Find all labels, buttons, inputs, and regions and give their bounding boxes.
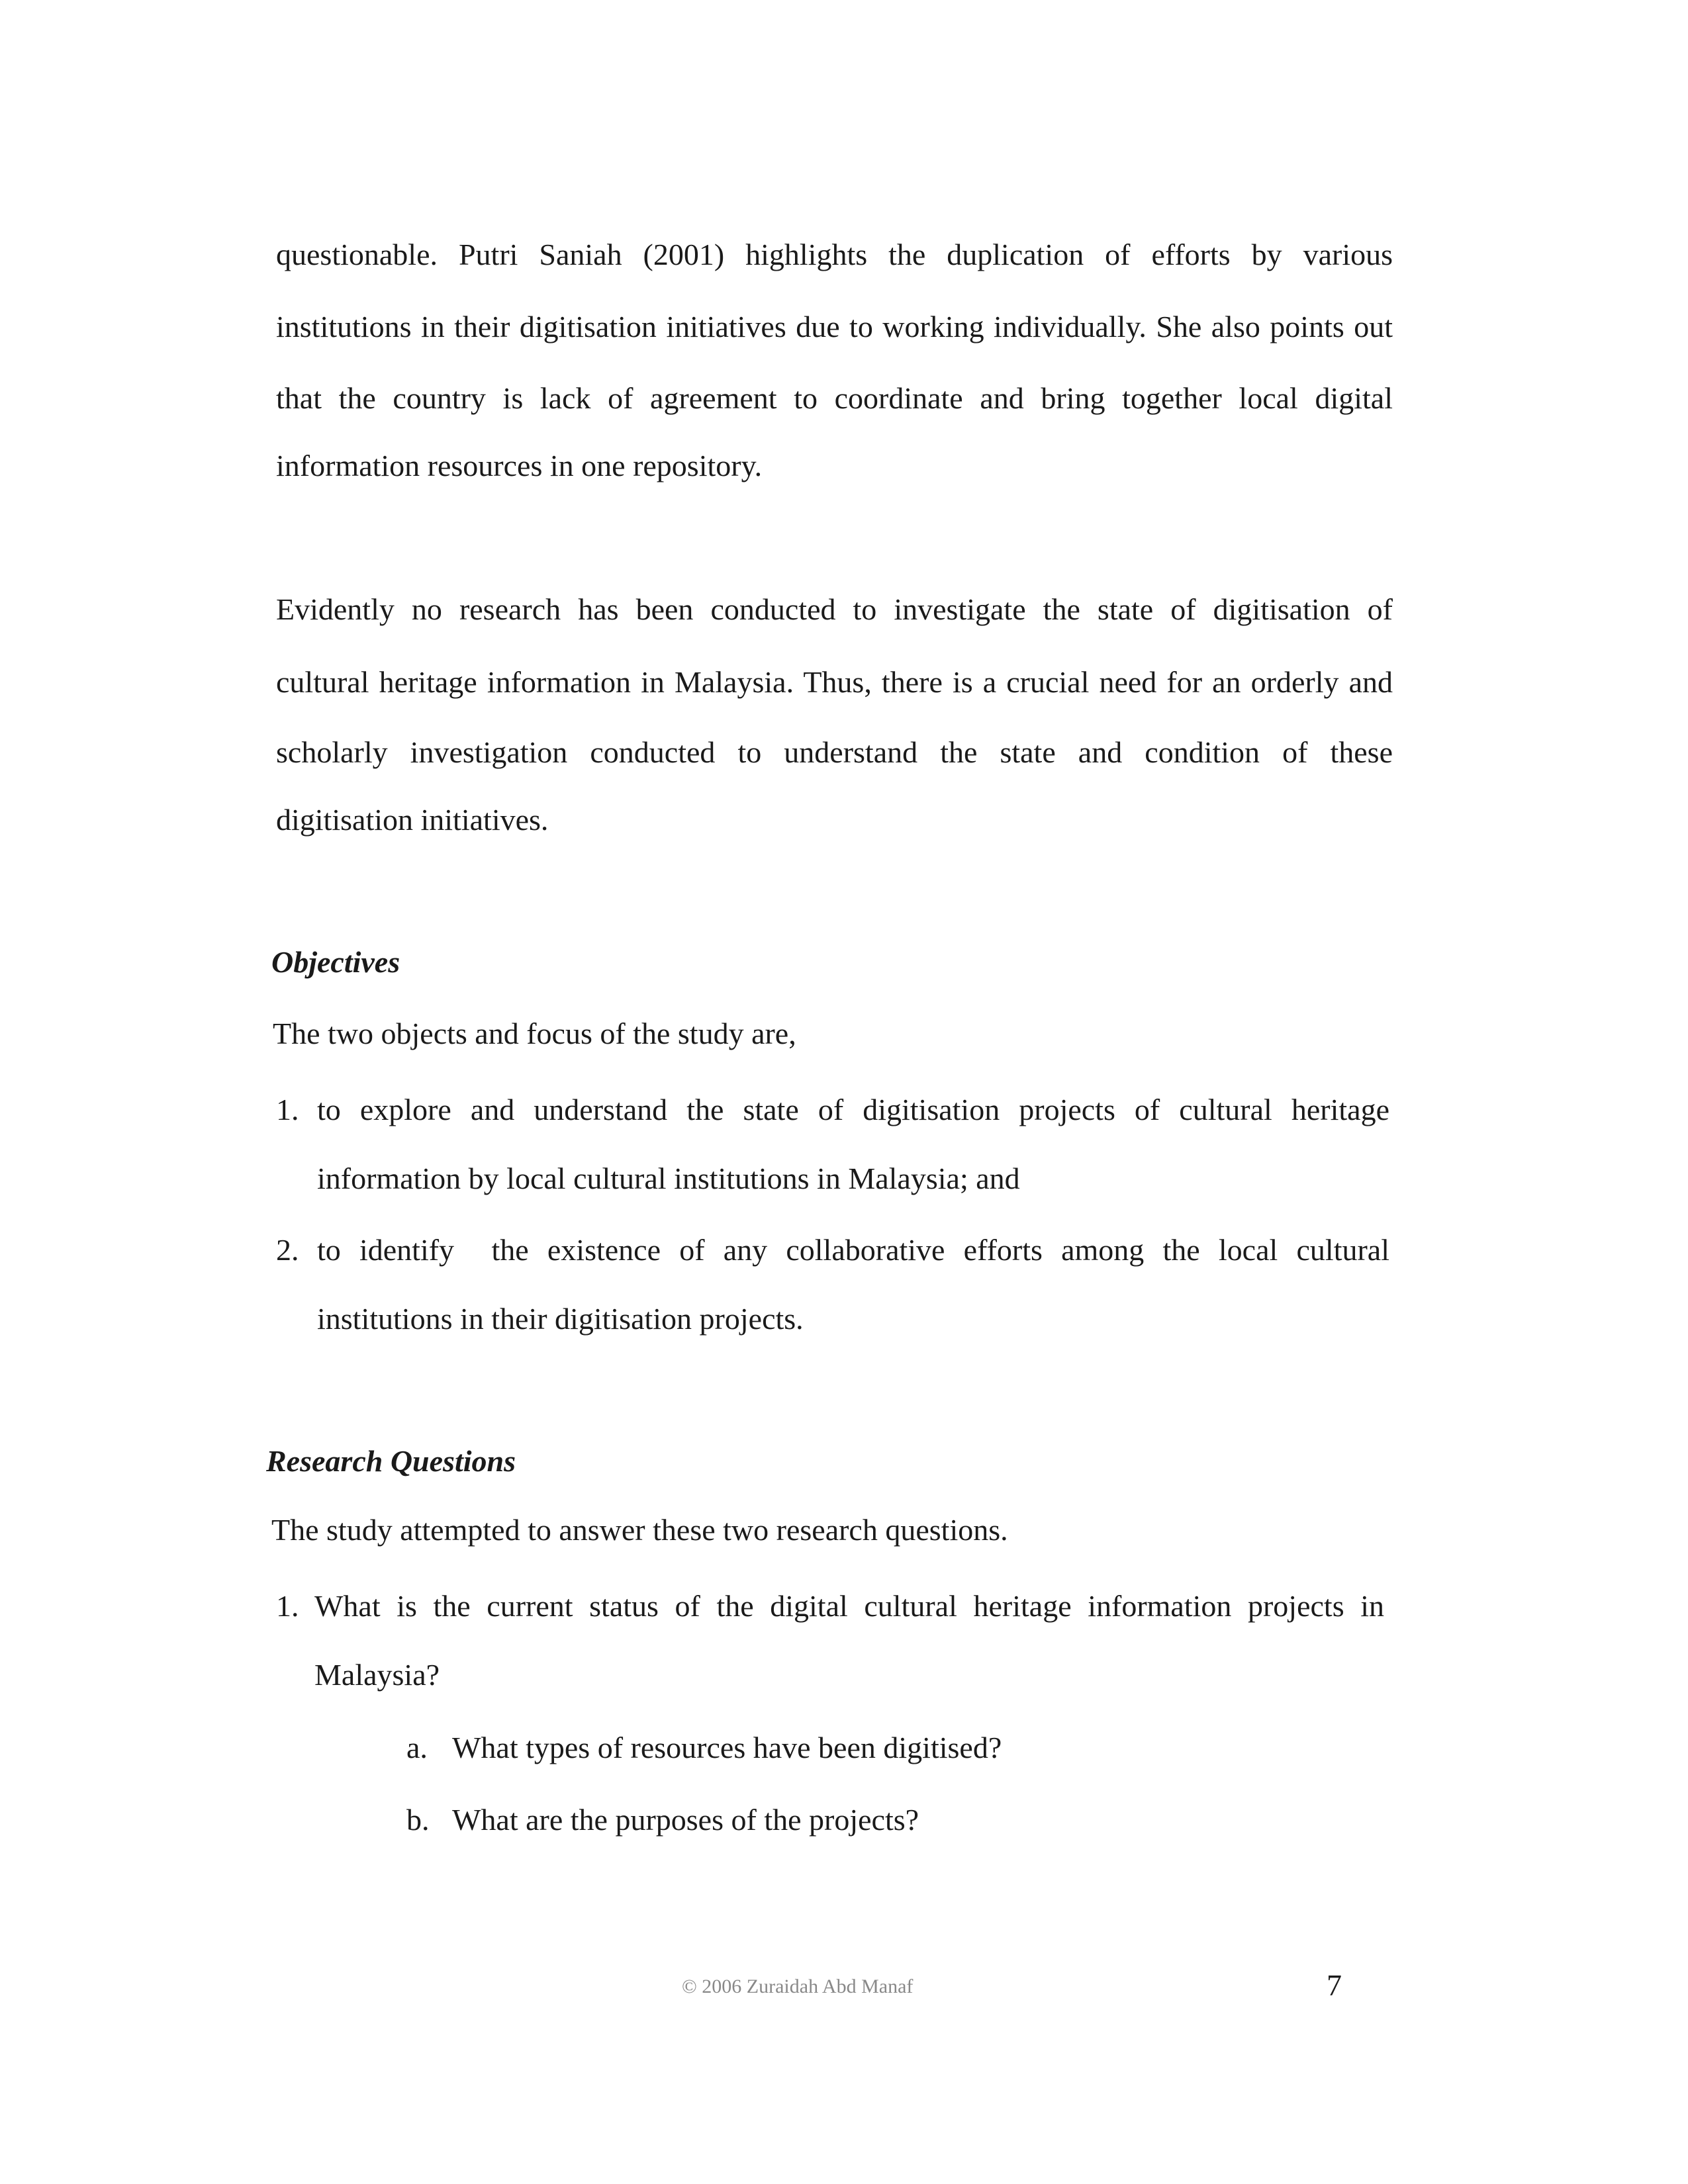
text-line: questionable. Putri Saniah (2001) highlights the duplication of efforts by various — [276, 238, 1393, 271]
list-item-text: to identify the existence of any collaborative efforts among the local cultural — [317, 1233, 1389, 1267]
page-number: 7 — [1327, 1968, 1342, 2002]
objectives-heading: Objectives — [271, 945, 400, 979]
list-number: 2. — [276, 1233, 299, 1267]
sublist-letter: b. — [406, 1803, 430, 1837]
text-line: digitisation initiatives. — [276, 803, 549, 837]
text-line: scholarly investigation conducted to understand the state and condition of these — [276, 735, 1393, 769]
text-line: cultural heritage information in Malaysia. Thus, there is a crucial need for an orderly and — [276, 665, 1393, 699]
research-questions-intro: The study attempted to answer these two research questions. — [271, 1513, 1008, 1547]
sublist-letter: a. — [406, 1731, 428, 1764]
list-item-text: to explore and understand the state of digitisation projects of cultural heritage — [317, 1093, 1389, 1126]
objectives-intro: The two objects and focus of the study are, — [273, 1017, 796, 1050]
sublist-text: What are the purposes of the projects? — [452, 1803, 919, 1837]
text-line: information resources in one repository. — [276, 449, 763, 482]
list-number: 1. — [276, 1093, 299, 1126]
text-line: Evidently no research has been conducted to investigate the state of digitisation of — [276, 592, 1393, 626]
list-number: 1. — [276, 1589, 299, 1623]
text-line: institutions in their digitisation initiatives due to working individually. She also points out — [276, 310, 1393, 343]
research-questions-heading: Research Questions — [266, 1444, 516, 1478]
list-item-text: institutions in their digitisation projects. — [317, 1302, 804, 1336]
text-line: that the country is lack of agreement to coordinate and bring together local digital — [276, 381, 1393, 415]
list-item-text: information by local cultural institutions in Malaysia; and — [317, 1161, 1020, 1195]
list-item-text: What is the current status of the digital cultural heritage information projects in — [314, 1589, 1384, 1623]
sublist-text: What types of resources have been digitised? — [452, 1731, 1002, 1764]
copyright-footer: © 2006 Zuraidah Abd Manaf — [682, 1976, 914, 1997]
list-item-text: Malaysia? — [314, 1658, 440, 1692]
